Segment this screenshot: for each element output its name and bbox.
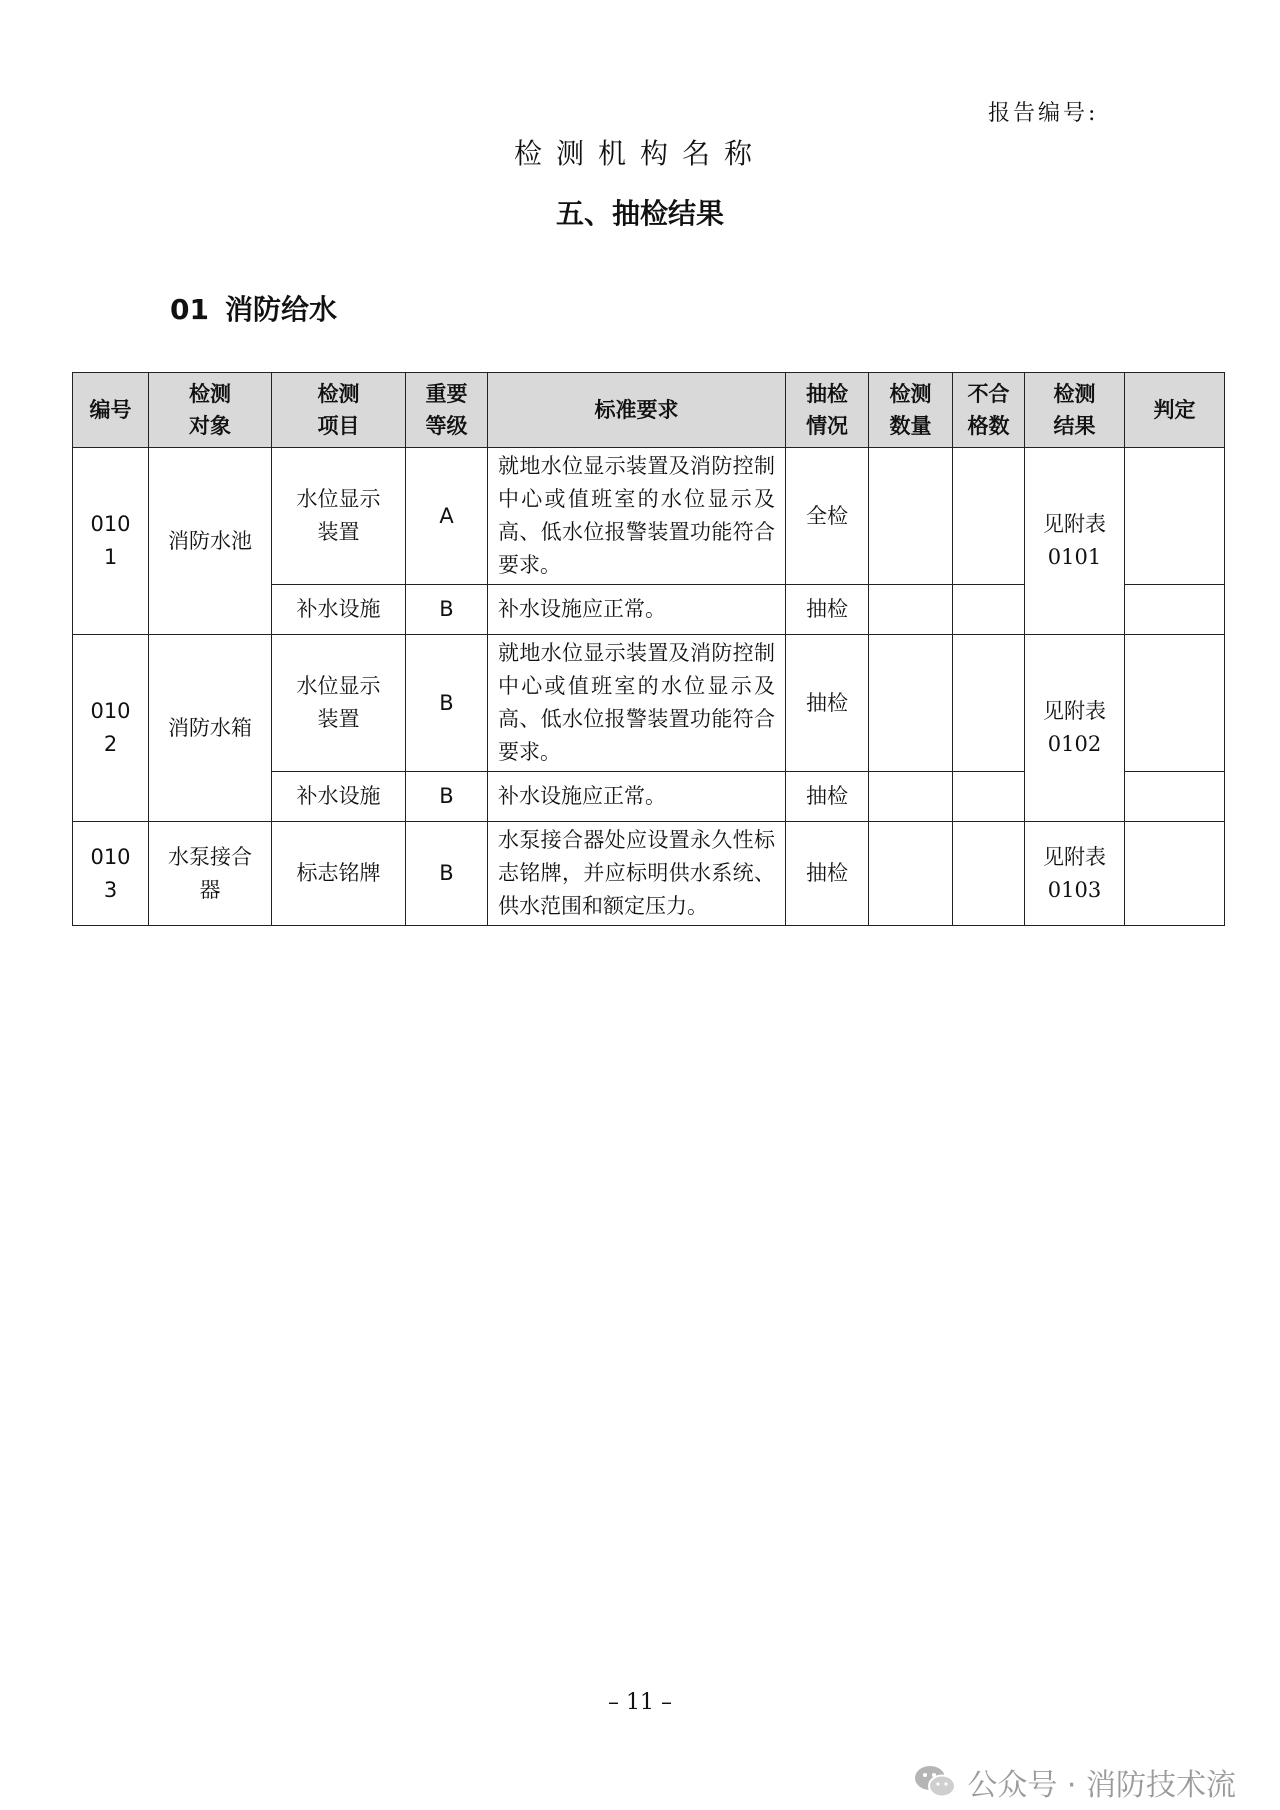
page-number: – 11 –: [608, 1690, 672, 1715]
cell-sampling: 抽检: [786, 635, 869, 772]
watermark: [913, 1760, 1236, 1804]
cell-object: 消防水池: [149, 448, 272, 635]
cell-failed[interactable]: [953, 772, 1025, 822]
cell-grade: B: [406, 585, 488, 635]
cell-verdict[interactable]: [1125, 635, 1225, 772]
cell-quantity[interactable]: [869, 635, 953, 772]
cell-failed[interactable]: [953, 585, 1025, 635]
header-cell-verdict: 判定: [1125, 373, 1225, 448]
cell-id: 010 2: [73, 635, 149, 822]
cell-sampling: 全检: [786, 448, 869, 585]
header-cell-grade: 重要 等级: [406, 373, 488, 448]
cell-requirement: 水泵接合器处应设置永久性标志铭牌，并应标明供水系统、供水范围和额定压力。: [488, 822, 786, 926]
table-row: [73, 448, 1225, 585]
cell-item: 标志铭牌: [272, 822, 406, 926]
table-header-row: [73, 373, 1225, 448]
cell-item: 水位显示 装置: [272, 635, 406, 772]
cell-id: 010 3: [73, 822, 149, 926]
section-number: 01: [170, 293, 209, 326]
cell-verdict[interactable]: [1125, 585, 1225, 635]
header-cell-quantity: 检测 数量: [869, 373, 953, 448]
cell-item: 补水设施: [272, 772, 406, 822]
cell-quantity[interactable]: [869, 822, 953, 926]
cell-quantity[interactable]: [869, 585, 953, 635]
cell-result: 见附表 0102: [1025, 635, 1125, 822]
cell-grade: B: [406, 822, 488, 926]
cell-verdict[interactable]: [1125, 822, 1225, 926]
header-cell-result: 检测 结果: [1025, 373, 1125, 448]
header-cell-object: 检测 对象: [149, 373, 272, 448]
section-title: [170, 288, 337, 328]
cell-sampling: 抽检: [786, 772, 869, 822]
cell-quantity[interactable]: [869, 772, 953, 822]
header-cell-id: 编号: [73, 373, 149, 448]
wechat-icon: [913, 1763, 957, 1801]
report-number-label: 报告编号:: [988, 101, 1099, 126]
section-name: 消防给水: [224, 293, 337, 326]
cell-quantity[interactable]: [869, 448, 953, 585]
cell-requirement: 补水设施应正常。: [488, 585, 786, 635]
cell-item: 水位显示 装置: [272, 448, 406, 585]
organization-name: 检测机构名称: [513, 137, 766, 170]
cell-failed[interactable]: [953, 448, 1025, 585]
cell-requirement: 就地水位显示装置及消防控制中心或值班室的水位显示及高、低水位报警装置功能符合要求。: [488, 635, 786, 772]
cell-id: 010 1: [73, 448, 149, 635]
cell-failed[interactable]: [953, 822, 1025, 926]
table-row: [73, 635, 1225, 772]
watermark-text: 公众号 · 消防技术流: [967, 1768, 1236, 1803]
cell-sampling: 抽检: [786, 822, 869, 926]
header-cell-sampling: 抽检 情况: [786, 373, 869, 448]
cell-requirement: 补水设施应正常。: [488, 772, 786, 822]
cell-object: 消防水箱: [149, 635, 272, 822]
header-cell-requirement: 标准要求: [488, 373, 786, 448]
inspection-result-table: [72, 372, 1225, 926]
cell-requirement: 就地水位显示装置及消防控制中心或值班室的水位显示及高、低水位报警装置功能符合要求。: [488, 448, 786, 585]
cell-object: 水泵接合 器: [149, 822, 272, 926]
header-cell-item: 检测 项目: [272, 373, 406, 448]
cell-verdict[interactable]: [1125, 448, 1225, 585]
chapter-title: 五、抽检结果: [555, 197, 724, 230]
cell-item: 补水设施: [272, 585, 406, 635]
cell-result: 见附表 0101: [1025, 448, 1125, 635]
cell-sampling: 抽检: [786, 585, 869, 635]
cell-grade: B: [406, 635, 488, 772]
cell-grade: B: [406, 772, 488, 822]
cell-grade: A: [406, 448, 488, 585]
cell-failed[interactable]: [953, 635, 1025, 772]
table-row: [73, 822, 1225, 926]
header-cell-failed: 不合 格数: [953, 373, 1025, 448]
cell-verdict[interactable]: [1125, 772, 1225, 822]
cell-result: 见附表 0103: [1025, 822, 1125, 926]
